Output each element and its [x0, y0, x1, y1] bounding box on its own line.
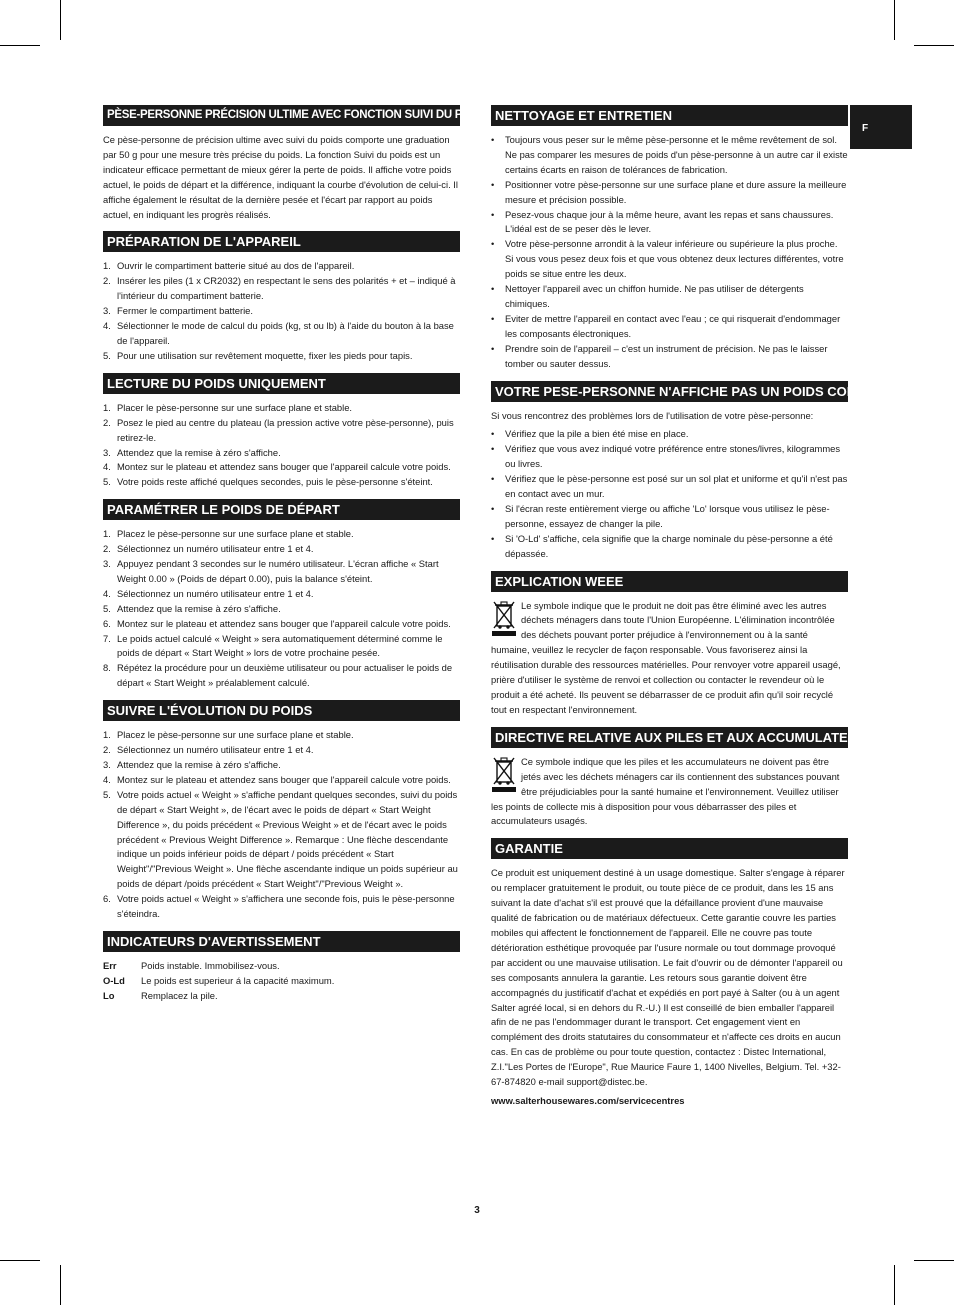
bullet-dot: •	[491, 342, 495, 354]
warning-code: Lo	[103, 989, 115, 1001]
warning-code: O-Ld	[103, 974, 125, 986]
section-title: SUIVRE L'ÉVOLUTION DU POIDS	[103, 700, 460, 721]
section-title: LECTURE DU POIDS UNIQUEMENT	[103, 373, 460, 394]
warning-row	[103, 989, 460, 1004]
step-text: Attendez que la remise à zéro s'affiche.	[117, 759, 281, 770]
section-title: PRÉPARATION DE L'APPAREIL	[103, 231, 460, 252]
step-item	[103, 661, 460, 691]
bullet-text: Positionner votre pèse-personne sur une surface plane et dure assure la meilleure mesure et précision possible.	[505, 178, 847, 205]
bullet-text: Eviter de mettre l'appareil en contact avec l'eau ; ce qui risquerait d'endommager les composants électroniques.	[505, 312, 841, 339]
crossed-bin-icon	[491, 599, 517, 637]
warning-row	[103, 959, 460, 974]
bullet-dot: •	[491, 473, 495, 485]
step-text: Montez sur le plateau et attendez sans bouger que l'appareil calcule votre poids.	[117, 773, 451, 785]
step-number: 7.	[103, 632, 111, 644]
crop-mark	[60, 0, 61, 40]
step-text: Attendez que la remise à zéro s'affiche.	[117, 602, 281, 614]
step-item	[103, 617, 460, 632]
step-number: 4.	[103, 587, 111, 599]
step-number: 1.	[103, 528, 111, 540]
bullet-item	[491, 178, 848, 208]
crop-mark	[914, 1260, 954, 1261]
step-item	[103, 557, 460, 587]
section-title: GARANTIE	[491, 838, 848, 859]
step-item	[103, 319, 460, 349]
bullet-text: Vérifiez que vous avez indiqué votre préférence entre stones/livres, kilogrammes ou livres.	[505, 443, 841, 470]
crop-mark	[0, 1260, 40, 1261]
bullet-item	[491, 208, 848, 238]
bullet-item	[491, 472, 848, 502]
step-number: 1.	[103, 260, 111, 272]
bullet-dot: •	[491, 238, 495, 250]
section-explication-weee	[491, 571, 848, 718]
section-intro: Si vous rencontrez des problèmes lors de l'utilisation de votre pèse-personne:	[491, 409, 814, 421]
step-item	[103, 274, 460, 304]
steps-list	[103, 259, 460, 363]
crop-mark	[894, 1265, 895, 1305]
step-number: 4.	[103, 773, 111, 785]
bullet-text: Pesez-vous chaque jour à la même heure, avant les repas et sans chaussures. L'idéal est de se peser dès le lever.	[505, 208, 834, 235]
step-text: Votre poids reste affiché quelques secondes, puis le pèse-personne s'éteint.	[117, 476, 433, 488]
bullet-text: Si l'écran reste entièrement vierge ou affiche 'Lo' lorsque vous utilisez le pèse-personne, essayez de changer la pile.	[505, 502, 830, 529]
paragraph: Ce pèse-personne de précision ultime avec suivi du poids comporte une graduation par 50 g pour une mesure très précise du poids. La fonction Suivi du poids est un indicateur efficace permettant de mieux gérer la perte de poids. Il affiche votre poids actuel, le poids de départ et la différence, indiquant la courbe d'évolution de celui-ci. Il affiche également le résultat de la dernière pesée et l'écart par rapport au poids actuel, en indiquant les progrès réalisés.	[103, 134, 458, 220]
bullet-dot: •	[491, 428, 495, 440]
crop-mark	[60, 1265, 61, 1305]
step-number: 4.	[103, 461, 111, 473]
crop-mark	[0, 45, 40, 46]
step-item	[103, 632, 460, 662]
bullet-item	[491, 342, 848, 372]
step-number: 5.	[103, 602, 111, 614]
section-indicateurs-d-avertissement	[103, 931, 460, 1004]
step-text: Fermer le compartiment batterie.	[117, 305, 253, 317]
step-text: Attendez que la remise à zéro s'affiche.	[117, 446, 281, 458]
step-item	[103, 416, 460, 446]
section-suivre-l-evolution-du-poids	[103, 700, 460, 922]
section-title: INDICATEURS D'AVERTISSEMENT	[103, 931, 460, 952]
step-text: Ouvrir le compartiment batterie situé au dos de l'appareil.	[117, 260, 355, 272]
step-number: 3.	[103, 558, 111, 570]
step-item	[103, 349, 460, 364]
step-item	[103, 460, 460, 475]
step-text: Le poids actuel calculé « Weight » sera automatiquement déterminé comme le poids de départ « Start Weight » lors de votre prochaine pesée.	[117, 632, 443, 659]
section-title: PARAMÉTRER LE POIDS DE DÉPART	[103, 499, 460, 520]
step-number: 3.	[103, 759, 111, 770]
warning-row	[103, 974, 460, 989]
step-text: Placer le pèse-personne sur une surface plane et stable.	[117, 401, 353, 413]
step-item	[103, 475, 460, 490]
warning-code: Err	[103, 959, 117, 971]
bullet-dot: •	[491, 178, 495, 190]
step-item	[103, 743, 460, 758]
section-parametrer-le-poids-de-depart	[103, 499, 460, 691]
bullet-item	[491, 442, 848, 472]
step-text: Placez le pèse-personne sur une surface plane et stable.	[117, 528, 354, 540]
bullet-item	[491, 532, 848, 562]
step-text: Placez le pèse-personne sur une surface plane et stable.	[117, 729, 354, 741]
step-number: 1.	[103, 401, 111, 413]
crop-mark	[914, 45, 954, 46]
right-column	[491, 105, 892, 1118]
step-item	[103, 892, 460, 922]
left-column	[103, 105, 490, 1013]
section-lecture-du-poids-uniquement	[103, 373, 460, 490]
section-title: VOTRE PESE-PERSONNE N'AFFICHE PAS UN POIDS CORRECT	[491, 381, 848, 402]
step-text: Montez sur le plateau et attendez sans bouger que l'appareil calcule votre poids.	[117, 617, 451, 629]
bullet-dot: •	[491, 283, 495, 295]
bullet-item	[491, 133, 848, 178]
step-text: Sélectionner le mode de calcul du poids (kg, st ou lb) à l'aide du bouton à la base de l'appareil.	[117, 320, 454, 346]
section-pese-personne-precision-ultime-avec-fonction-suivi-du-poids	[103, 105, 490, 222]
step-text: Votre poids actuel « Weight » s'affiche pendant quelques secondes, suivi du poids de départ « Start Weight », de l'écart avec le poids de départ « Start Weight Difference », du poids précédent « Previous Weight » et de l'écart avec le poids précédent « Previous Weight Difference ». Remarque : Une flèche descendante indique un poids inférieur poids de départ / poids précédent « Start Weight"/"Previous Weight ». Une flèche ascendante indique un poids supérieur au poids de départ /poids précédent « Start Weight"/"Previous Weight ».	[117, 788, 458, 890]
step-item	[103, 758, 460, 773]
step-number: 2.	[103, 744, 111, 756]
icon-paragraph	[491, 599, 848, 718]
language-tab	[850, 105, 912, 149]
bullet-list	[491, 427, 848, 561]
service-link[interactable]: www.salterhousewares.com/servicecentres	[491, 1094, 685, 1106]
section-title: NETTOYAGE ET ENTRETIEN	[491, 105, 848, 126]
bullet-text: Toujours vous peser sur le même pèse-personne et le même revêtement de sol. Ne pas comparer les mesures de poids d'un pèse-personne à un autre car il existe certains écarts en raison de tolérances de fabrication.	[505, 134, 848, 175]
step-item	[103, 259, 460, 274]
step-text: Sélectionnez un numéro utilisateur entre 1 et 4.	[117, 744, 314, 756]
step-item	[103, 788, 460, 892]
bullet-list	[491, 133, 848, 372]
step-number: 2.	[103, 543, 111, 555]
bullet-dot: •	[491, 208, 495, 220]
step-item	[103, 602, 460, 617]
step-text: Posez le pied au centre du plateau (la pression active votre pèse-personne), puis retirez-le.	[117, 416, 454, 443]
crossed-bin-icon	[491, 755, 517, 793]
step-item	[103, 773, 460, 788]
bullet-text: Si 'O-Ld' s'affiche, cela signifie que la charge nominale du pèse-personne a été dépassée.	[505, 532, 833, 559]
step-item	[103, 401, 460, 416]
paragraph: Ce produit est uniquement destiné à un usage domestique. Salter s'engage à réparer ou remplacer gratuitement le produit, ou toute pièce de ce produit, dans les 15 ans suivant la date d'achat s'il est prouvé que la défaillance provient d'une mauvaise qualité de fabrication ou de matériaux défectueux. Cette garantie couvre les parties mobiles qui affectent le fonctionnement de l'appareil. Elle ne couvre pas toute détérioration esthétique provoquée par l'usure normale ou tout dommage provoqué par accident ou une mauvaise utilisation. Le fait d'ouvrir ou de démonter l'appareil ou ses composants annulera la garantie. Les retours sous garantie doivent être accompagnés du justificatif d'achat et expédiés en port payé à Salter (ou à un agent Salter agréé local, si en dehors du R.-U.) Il est conseillé de bien emballer l'appareil afin de ne pas l'endommager durant le transport. Cet engagement vient en complément des droits statutaires du consommateur et n'affecte ces droits en aucun cas. En cas de problème ou pour toute question, contactez : Distec International, Z.I."Les Portes de l'Europe", Rue Maurice Faure 1, 1400 Nivelles, Belgium. Tel. +32-67-874820 e-mail support@distec.be.	[491, 867, 845, 1088]
step-text: Sélectionnez un numéro utilisateur entre 1 et 4.	[117, 543, 314, 555]
section-directive-relative-aux-piles-et-aux-accumulateurs	[491, 727, 876, 830]
bullet-dot: •	[491, 532, 495, 544]
bullet-dot: •	[491, 134, 495, 145]
bullet-dot: •	[491, 443, 495, 455]
warning-text: Poids instable. Immobilisez-vous.	[141, 959, 280, 971]
bullet-text: Prendre soin de l'appareil – c'est un instrument de précision. Ne pas le laisser tomber ou sauter dessus.	[505, 342, 828, 369]
icon-paragraph	[491, 755, 848, 830]
warning-text: Remplacez la pile.	[141, 989, 218, 1001]
bullet-text: Votre pèse-personne arrondit à la valeur inférieure ou supérieure la plus proche. Si vous vous pesez deux fois et que vous obtenez deux lectures différentes, votre poids se situe entre les deux.	[505, 238, 844, 280]
step-number: 5.	[103, 349, 111, 361]
step-number: 6.	[103, 617, 111, 629]
crop-mark	[894, 0, 895, 40]
step-number: 3.	[103, 446, 111, 458]
warning-text: Le poids est superieur á la capacité maximum.	[141, 974, 335, 986]
step-item	[103, 542, 460, 557]
step-number: 2.	[103, 416, 111, 428]
section-title: PÈSE-PERSONNE PRÉCISION ULTIME AVEC FONCTION SUIVI DU POIDS	[103, 105, 460, 126]
section-garantie	[491, 838, 848, 1109]
steps-list	[103, 527, 460, 691]
step-text: Insérer les piles (1 x CR2032) en respectant le sens des polarités + et – indiqué à l'intérieur du compartiment batterie.	[117, 275, 456, 302]
step-number: 5.	[103, 788, 111, 800]
steps-list	[103, 728, 460, 922]
step-item	[103, 728, 460, 743]
step-number: 2.	[103, 275, 111, 287]
step-text: Montez sur le plateau et attendez sans bouger que l'appareil calcule votre poids.	[117, 461, 451, 473]
step-text: Votre poids actuel « Weight » s'affichera une seconde fois, puis le pèse-personne s'éteindra.	[117, 893, 455, 920]
step-item	[103, 587, 460, 602]
step-text: Sélectionnez un numéro utilisateur entre 1 et 4.	[117, 587, 314, 599]
step-number: 6.	[103, 893, 111, 905]
paragraph: Le symbole indique que le produit ne doit pas être éliminé avec les autres déchets ménagers dans toute l'Union Européenne. L'élimination incontrôlée des déchets pouvant porter préjudice à l'environnement ou à la santé humaine, veuillez le recycler de façon responsable. Vous favoriserez ainsi la réutilisation durable des ressources matérielles. Pour renvoyer votre appareil usagé, prière d'utiliser le système de renvoi et collection ou contacter le revendeur où le produit a été acheté. Ils peuvent se débarrasser de ce produit afin qu'il soir recyclé tout en respectant l'environnement.	[491, 599, 841, 715]
bullet-item	[491, 502, 848, 532]
step-item	[103, 527, 460, 542]
step-number: 5.	[103, 476, 111, 488]
bullet-item	[491, 282, 848, 312]
bullet-text: Vérifiez que le pèse-personne est posé sur un sol plat et uniforme et qu'il n'est pas en contact avec un mur.	[505, 473, 848, 500]
step-item	[103, 446, 460, 461]
step-text: Répétez la procédure pour un deuxième utilisateur ou pour actualiser le poids de départ « Start Weight » préalablement calculé.	[117, 662, 453, 689]
bullet-dot: •	[491, 312, 495, 324]
section-preparation-de-l-appareil	[103, 231, 460, 363]
step-number: 3.	[103, 305, 111, 317]
bullet-text: Vérifiez que la pile a bien été mise en place.	[505, 428, 689, 440]
section-title: EXPLICATION WEEE	[491, 571, 848, 592]
bullet-item	[491, 237, 848, 282]
section-nettoyage-et-entretien	[491, 105, 848, 372]
step-item	[103, 304, 460, 319]
bullet-dot: •	[491, 502, 495, 514]
step-number: 1.	[103, 729, 111, 741]
step-text: Pour une utilisation sur revêtement moquette, fixer les pieds pour tapis.	[117, 349, 413, 361]
language-tab-label: F	[862, 123, 869, 134]
section-votre-pese-personne-n-affiche-pas-un-poids-correct	[491, 381, 892, 562]
steps-list	[103, 401, 460, 490]
step-text: Appuyez pendant 3 secondes sur le numéro utilisateur. L'écran affiche « Start Weight 0.00 » (Poids de départ 0.00), puis la balance s'éteint.	[117, 558, 439, 584]
section-title: DIRECTIVE RELATIVE AUX PILES ET AUX ACCUMULATEURS	[491, 727, 848, 748]
step-number: 8.	[103, 662, 111, 674]
step-number: 4.	[103, 320, 111, 332]
bullet-item	[491, 427, 848, 442]
bullet-text: Nettoyer l'appareil avec un chiffon humide. Ne pas utiliser de détergents chimiques.	[505, 283, 804, 309]
bullet-item	[491, 312, 848, 342]
page-number: 3	[474, 1205, 480, 1216]
paragraph: Ce symbole indique que les piles et les accumulateurs ne doivent pas être jetés avec les déchets ménagers car ils contiennent des substances pouvant être préjudiciables pour la santé humaine et l'environnement. Veuillez utiliser les points de collecte mis à disposition pour vous débarrasser des piles et accumulateurs usagés.	[491, 755, 840, 827]
